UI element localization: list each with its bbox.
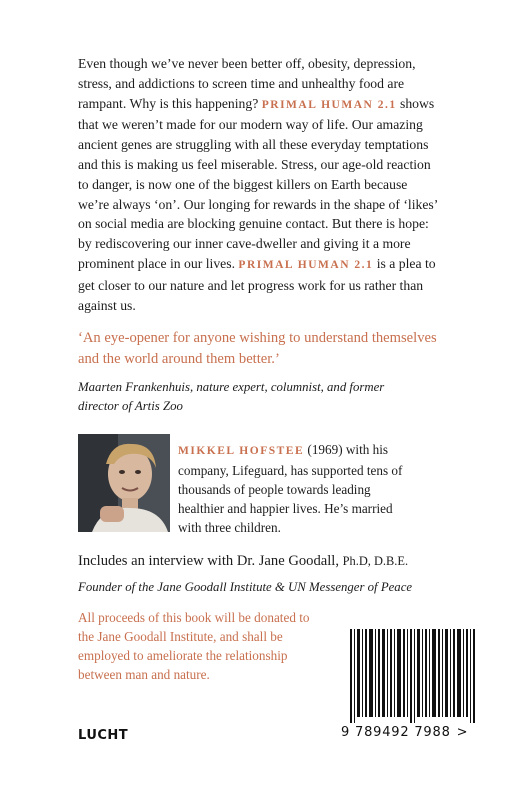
book-title-reference: PRIMAL HUMAN 2.1: [238, 258, 374, 271]
isbn-digits: [341, 725, 501, 740]
publisher-logo: LUCHT: [78, 728, 129, 743]
book-title-reference: PRIMAL HUMAN 2.1: [261, 98, 397, 111]
interview-note: [78, 551, 458, 571]
interview-credentials: Ph.D, D.B.E.: [342, 554, 409, 568]
founder-line: Founder of the Jane Goodall Institute & UN Messenger of Peace: [78, 580, 413, 594]
blurb-paragraph-1: Even though we’ve never been better off, obesity, depression, stress, and addictions to screen time and unhealthy food are rampant. Why is this happening?: [78, 56, 416, 111]
quote-attribution: Maarten Frankenhuis, nature expert, columnist, and former director of Artis Zoo: [78, 380, 385, 413]
author-name: MIKKEL HOFSTEE: [178, 445, 305, 457]
blurb-paragraph-2: shows that we weren’t made for our modern way of life. Our amazing ancient genes are struggling with all these everyday temptations and this is making us feel miserable. Stress, our age-old reaction to danger, is now one of the biggest killers on Earth because we’re always ‘on’. Our longing for rewards in the shape of ‘likes’ on social media are blocking genuine contact. But there is hope: by rediscovering our inner cave-dweller and giving it a more prominent place in our lives.: [78, 95, 438, 271]
chevron-right-icon: >: [456, 725, 469, 740]
isbn-number: 9 789492 7988: [341, 725, 451, 740]
blurb-paragraph-3: is a plea to get closer to our nature and let progress work for us rather than against us.: [78, 255, 436, 313]
author-bio-text: (1969) with his company, Lifeguard, has supported tens of thousands of people towards leading healthier and happier lives. He’s married with three children.: [178, 442, 403, 535]
blurb-text: [78, 54, 438, 315]
interview-text: Includes an interview with Dr. Jane Goodall,: [78, 553, 343, 569]
proceeds-note: All proceeds of this book will be donated to the Jane Goodall Institute, and shall be employed to ameliorate the relationship between man and nature.: [78, 610, 310, 682]
review-quote: ‘An eye-opener for anyone wishing to understand themselves and the world around them better.’: [78, 330, 437, 367]
author-photo: [78, 434, 170, 532]
author-bio: [178, 440, 408, 537]
